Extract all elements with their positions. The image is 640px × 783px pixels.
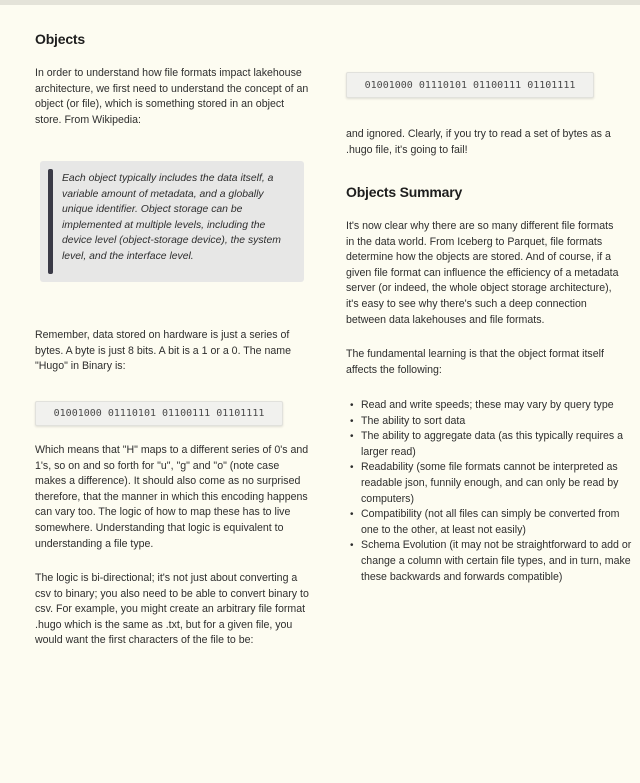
top-border (0, 0, 640, 5)
ignored-paragraph: and ignored. Clearly, if you try to read a set of bytes as a .hugo file, it's going to fail! (346, 128, 611, 156)
wikipedia-quote (40, 161, 304, 282)
binary-code-block-2 (346, 72, 594, 98)
list-item: • Schema Evolution (it may not be straightforward to add or change a column with certain file types, and in turn, make these backwards and forwards compatible) (361, 538, 636, 585)
objects-summary-heading: Objects Summary (346, 184, 463, 200)
intro-paragraph: In order to understand how file formats impact lakehouse architecture, we first need to understand the concept of an object (or file), which is something stored in an object store. From Wikipedia: (35, 67, 309, 126)
fundamental-paragraph: The fundamental learning is that the object format itself affects the following: (346, 348, 604, 376)
objects-heading: Objects (35, 31, 85, 47)
quote-text: Each object typically includes the data itself, a variable amount of metadata, and a globally unique identifier. Object storage can be implemented at multiple levels, including the device level (object-storage device), the system level, and the interface level. (62, 173, 281, 262)
list-item: • Readability (some file formats cannot be interpreted as readable json, funnily enough, and can only be read by computers) (361, 460, 636, 507)
list-item: • Compatibility (not all files can simply be converted from one to the other, at least not easily) (361, 507, 636, 538)
binary-code-text-2: 01001000 01110101 01100111 01101111 (364, 79, 576, 91)
list-item: • The ability to sort data (361, 414, 636, 430)
list-item: • Read and write speeds; these may vary by query type (361, 398, 636, 414)
binary-code-text: 01001000 01110101 01100111 01101111 (53, 408, 265, 419)
list-item: • The ability to aggregate data (as this typically requires a larger read) (361, 429, 636, 460)
remember-paragraph: Remember, data stored on hardware is just a series of bytes. A byte is just 8 bits. A bit is a 1 or a 0. The name "Hugo" in Binary is: (35, 329, 291, 373)
binary-code-block (35, 401, 283, 426)
bidirectional-paragraph: The logic is bi-directional; it's not just about converting a csv to binary; you also need to be able to convert binary to csv. For example, you might create an arbitrary file format .hugo which is the same as .txt, but for a given file, you would want the first characters of the file to be: (35, 572, 309, 647)
summary-paragraph: It's now clear why there are so many different file formats in the data world. From Iceberg to Parquet, file formats determine how the objects are stored. And of course, if a given file format can influence the efficiency of a metadata server (or indeed, the whole object storage architecture), it's easy to see why there's such a deep connection between data lakehouses and file formats. (346, 220, 619, 326)
effects-list (346, 398, 636, 585)
quote-bar (48, 169, 53, 274)
which-means-paragraph: Which means that "H" maps to a different series of 0's and 1's, so on and so forth for "u", "g" and "o" (note case makes a difference). It should also come as no surprised therefore, that the manner in which this encoding happens can vary too. The logic of how to map these has to live somewhere. Understanding that logic is equivalent to understanding a file type. (35, 444, 309, 550)
